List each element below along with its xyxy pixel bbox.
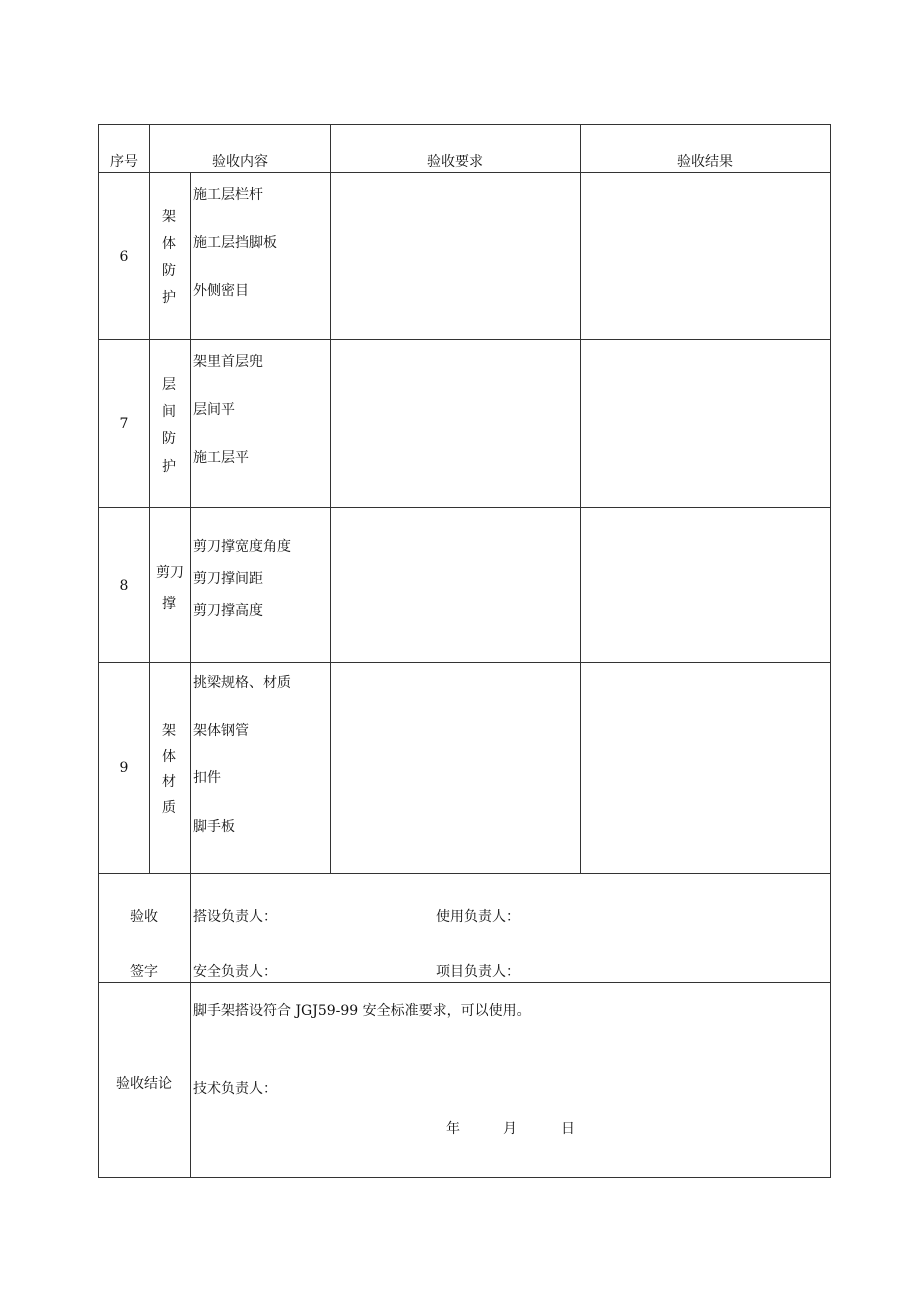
grid-line [580,124,581,873]
grid-line [149,124,150,873]
row-item: 施工层栏杆 [193,187,263,203]
tech-lead-signature-field: 技术负责人： [193,1081,277,1097]
row-category-char: 质 [162,800,176,816]
conclusion-label: 验收结论 [116,1076,172,1092]
row-category-char: 护 [162,459,176,475]
row-number: 6 [119,249,129,265]
row-category-char: 材 [162,774,176,790]
header-result: 验收结果 [677,154,733,170]
row-category-char: 架 [162,723,176,739]
row-item: 挑梁规格、材质 [193,675,291,691]
signature-label-line1: 验收 [130,909,158,925]
date-month: 月 [503,1121,517,1137]
project-signature-field: 项目负责人： [436,964,520,980]
grid-line [98,124,99,1178]
row-category-char: 剪刀 [156,565,184,581]
row-item: 层间平 [193,402,235,418]
grid-line [98,507,831,508]
row-category-char: 护 [162,290,176,306]
row-category-char: 防 [162,431,176,447]
row-category-char: 撑 [162,596,176,612]
row-item: 施工层挡脚板 [193,235,277,251]
grid-line [98,982,831,983]
grid-line [98,1177,831,1178]
builder-signature-field: 搭设负责人： [193,909,277,925]
row-number: 7 [119,416,129,432]
header-requirement: 验收要求 [427,154,483,170]
header-no: 序号 [110,154,138,170]
row-category-char: 间 [162,404,176,420]
grid-line [330,124,331,873]
row-item: 剪刀撑宽度角度 [193,539,291,555]
user-signature-field: 使用负责人： [436,909,520,925]
row-item: 架体钢管 [193,723,249,739]
row-item: 施工层平 [193,450,249,466]
grid-line [98,662,831,663]
row-category-char: 体 [162,749,176,765]
safety-signature-field: 安全负责人： [193,964,277,980]
grid-line [830,124,831,1178]
row-number: 8 [119,578,129,594]
row-category-char: 防 [162,263,176,279]
row-item: 架里首层兜 [193,354,263,370]
row-item: 剪刀撑高度 [193,603,263,619]
grid-line [98,172,831,173]
conclusion-statement: 脚手架搭设符合 JGJ59-99 安全标准要求，可以使用。 [193,1003,531,1019]
grid-line [98,339,831,340]
row-category-char: 层 [162,377,176,393]
grid-line [98,124,831,125]
signature-label-line2: 签字 [130,964,158,980]
grid-line [190,172,191,1178]
row-category-char: 体 [162,236,176,252]
grid-line [98,873,831,874]
header-content: 验收内容 [212,154,268,170]
row-item: 脚手板 [193,819,235,835]
row-number: 9 [119,760,129,776]
row-category-char: 架 [162,209,176,225]
row-item: 扣件 [193,770,221,786]
date-day: 日 [561,1121,575,1137]
date-year: 年 [446,1121,460,1137]
row-item: 外侧密目 [193,283,249,299]
row-item: 剪刀撑间距 [193,571,263,587]
